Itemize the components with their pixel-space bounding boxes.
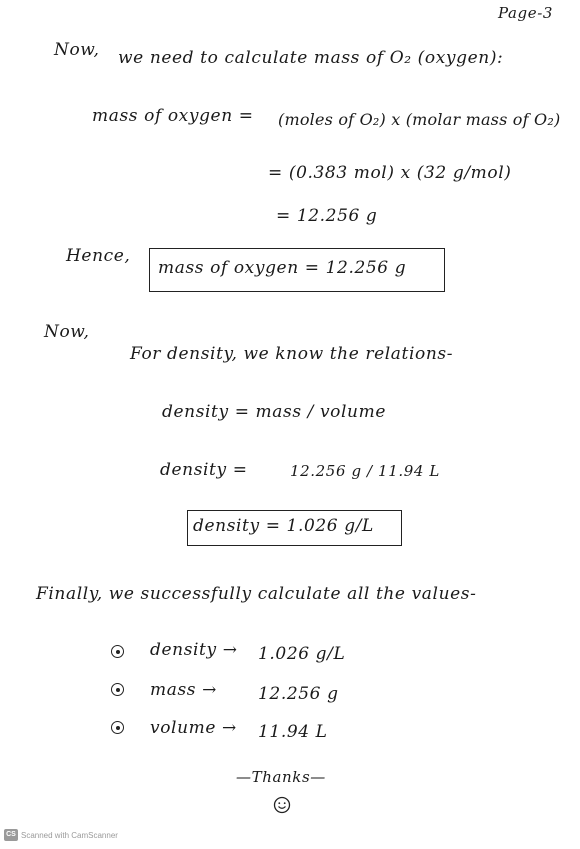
equation-1-left: mass of oxygen = bbox=[92, 106, 254, 126]
density-answer: density = 1.026 g/L bbox=[193, 516, 374, 536]
camscanner-watermark: Scanned with CamScanner bbox=[21, 831, 118, 840]
page-number: Page-3 bbox=[498, 4, 554, 22]
density-substitution-right: 12.256 g / 11.94 L bbox=[290, 462, 440, 480]
thanks-text: —Thanks— bbox=[236, 768, 326, 786]
bullet-icon bbox=[111, 645, 124, 658]
finally-text: Finally, we successfully calculate all the values- bbox=[36, 584, 477, 604]
summary-density-name: density → bbox=[150, 640, 238, 660]
equation-2: = (0.383 mol) x (32 g/mol) bbox=[268, 163, 512, 183]
bullet-icon bbox=[111, 683, 124, 696]
intro-text: we need to calculate mass of O₂ (oxygen): bbox=[118, 48, 504, 68]
summary-volume-name: volume → bbox=[150, 718, 237, 738]
density-intro: For density, we know the relations- bbox=[130, 344, 454, 364]
summary-mass-value: 12.256 g bbox=[258, 684, 339, 704]
camscanner-logo-icon: CS bbox=[4, 829, 18, 841]
mass-answer: mass of oxygen = 12.256 g bbox=[158, 258, 407, 278]
now-heading: Now, bbox=[54, 40, 100, 60]
density-substitution-left: density = bbox=[160, 460, 248, 480]
density-formula: density = mass / volume bbox=[162, 402, 386, 422]
equation-1-right: (moles of O₂) x (molar mass of O₂) bbox=[278, 110, 561, 129]
hence-label: Hence, bbox=[66, 246, 131, 266]
summary-density-value: 1.026 g/L bbox=[258, 644, 346, 664]
bullet-icon bbox=[111, 721, 124, 734]
now-heading-2: Now, bbox=[44, 322, 90, 342]
smiley-icon bbox=[273, 796, 291, 814]
summary-mass-name: mass → bbox=[150, 680, 217, 700]
equation-3: = 12.256 g bbox=[276, 206, 378, 226]
summary-volume-value: 11.94 L bbox=[258, 722, 328, 742]
